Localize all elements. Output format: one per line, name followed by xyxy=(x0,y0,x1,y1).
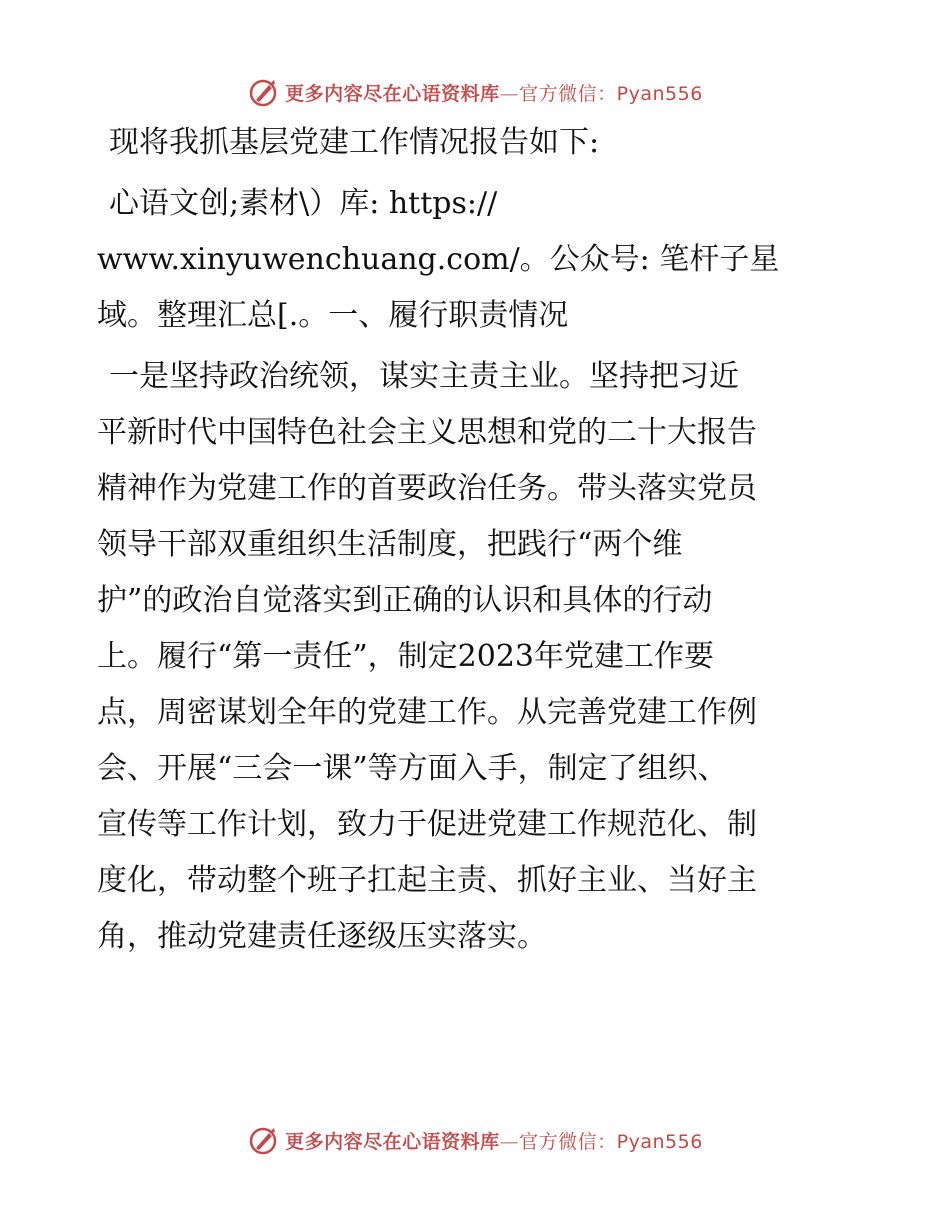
text-line: 域。整理汇总[.。一、履行职责情况 xyxy=(97,298,569,333)
text-line: 上。履行“第一责任”，制定2023年党建工作要 xyxy=(97,639,715,674)
watermark-wechat-text: 官方微信：Pyan556 xyxy=(519,1130,703,1153)
watermark-separator: — xyxy=(499,82,520,105)
paragraph-intro xyxy=(97,115,857,171)
paragraph-source-note xyxy=(97,176,857,344)
watermark-main-text: 更多内容尽在心语资料库 xyxy=(285,82,500,105)
text-line: 领导干部双重组织生活制度，把践行“两个维 xyxy=(97,527,683,562)
text-line: 会、开展“三会一课”等方面入手，制定了组织、 xyxy=(97,751,728,786)
paragraph-duty-section xyxy=(97,349,857,965)
footer-watermark xyxy=(0,1120,950,1160)
watermark-group xyxy=(247,76,703,108)
text-line: 一是坚持政治统领，谋实主责主业。坚持把习近 xyxy=(109,359,739,394)
text-line: www.xinyuwenchuang.com/。公众号: 笔杆子星 xyxy=(97,242,780,277)
header-watermark xyxy=(0,72,950,112)
watermark-separator: — xyxy=(499,1130,520,1153)
quill-logo-icon xyxy=(247,76,279,108)
watermark-wechat-text: 官方微信：Pyan556 xyxy=(519,82,703,105)
text-line: 平新时代中国特色社会主义思想和党的二十大报告 xyxy=(97,415,757,450)
watermark-text xyxy=(285,1127,703,1154)
watermark-main-text: 更多内容尽在心语资料库 xyxy=(285,1130,500,1153)
text-line: 护”的政治自觉落实到正确的认识和具体的行动 xyxy=(97,583,713,618)
text-line: 点，周密谋划全年的党建工作。从完善党建工作例 xyxy=(97,695,757,730)
text-line: 度化，带动整个班子扛起主责、抓好主业、当好主 xyxy=(97,863,757,898)
text-line: 心语文创;素材\）库: https:// xyxy=(109,186,498,221)
text-line: 角，推动党建责任逐级压实落实。 xyxy=(97,919,547,954)
document-body xyxy=(97,115,857,965)
text-line: 现将我抓基层党建工作情况报告如下: xyxy=(109,125,600,160)
text-line: 精神作为党建工作的首要政治任务。带头落实党员 xyxy=(97,471,757,506)
text-line: 宣传等工作计划，致力于促进党建工作规范化、制 xyxy=(97,807,757,842)
watermark-text xyxy=(285,79,703,106)
watermark-group xyxy=(247,1124,703,1156)
quill-logo-icon xyxy=(247,1124,279,1156)
